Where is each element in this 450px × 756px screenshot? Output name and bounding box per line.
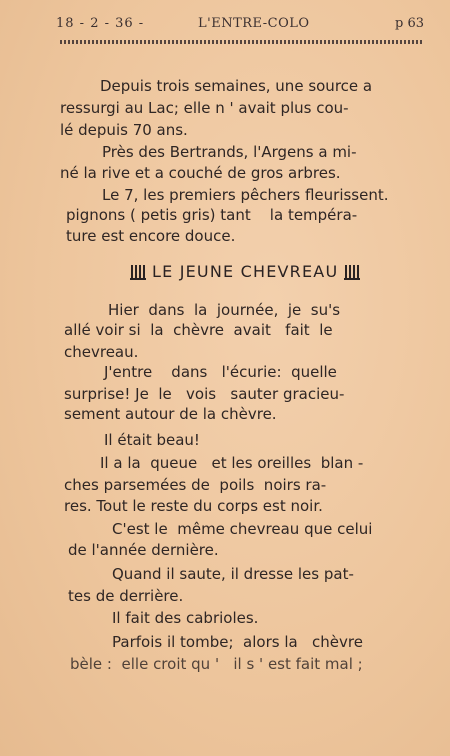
text-line: pignons ( petis gris) tant la tempéra- <box>66 206 358 224</box>
header-date: 18 - 2 - 36 - <box>56 16 145 31</box>
text-line: ressurgi au Lac; elle n ' avait plus cou- <box>60 99 349 117</box>
text-line: Parfois il tombe; alors la chèvre <box>112 633 363 651</box>
text-line: de l'année dernière. <box>68 541 219 559</box>
text-line: Il a la queue et les oreilles blan - <box>100 454 364 472</box>
text-line: Quand il saute, il dresse les pat- <box>112 565 354 583</box>
text-line: sement autour de la chèvre. <box>64 405 277 423</box>
section-title-text: LE JEUNE CHEVREAU <box>152 261 339 281</box>
text-line: J'entre dans l'écurie: quelle <box>104 363 337 381</box>
text-line: allé voir si la chèvre avait fait le <box>64 321 333 339</box>
text-line: Hier dans la journée, je su's <box>108 301 341 319</box>
page-header <box>56 14 424 36</box>
text-line: Depuis trois semaines, une source a <box>100 77 373 95</box>
text-line: bèle : elle croit qu ' il s ' est fait mal ; <box>70 655 363 673</box>
text-line: chevreau. <box>64 343 139 361</box>
text-line: Le 7, les premiers pêchers fleurissent. <box>102 186 389 204</box>
header-rule <box>60 40 422 44</box>
text-line: res. Tout le reste du corps est noir. <box>64 497 323 515</box>
text-line: ches parsemées de poils noirs ra- <box>64 476 327 494</box>
text-line: surprise! Je le vois sauter gracieu- <box>64 385 345 403</box>
text-line: né la rive et a couché de gros arbres. <box>60 164 341 182</box>
text-line: Il était beau! <box>104 431 200 449</box>
ornament-left-icon <box>130 263 146 280</box>
header-title: L'ENTRE-COLO <box>198 16 310 31</box>
text-line: tes de derrière. <box>68 587 184 605</box>
text-line: ture est encore douce. <box>66 227 236 245</box>
ornament-right-icon <box>344 263 360 280</box>
text-line: Près des Bertrands, l'Argens a mi- <box>102 143 357 161</box>
text-line: lé depuis 70 ans. <box>60 121 188 139</box>
header-page-number: p 63 <box>395 16 424 31</box>
section-title <box>130 258 360 284</box>
text-line: Il fait des cabrioles. <box>112 609 259 627</box>
text-line: C'est le même chevreau que celui <box>112 520 373 538</box>
